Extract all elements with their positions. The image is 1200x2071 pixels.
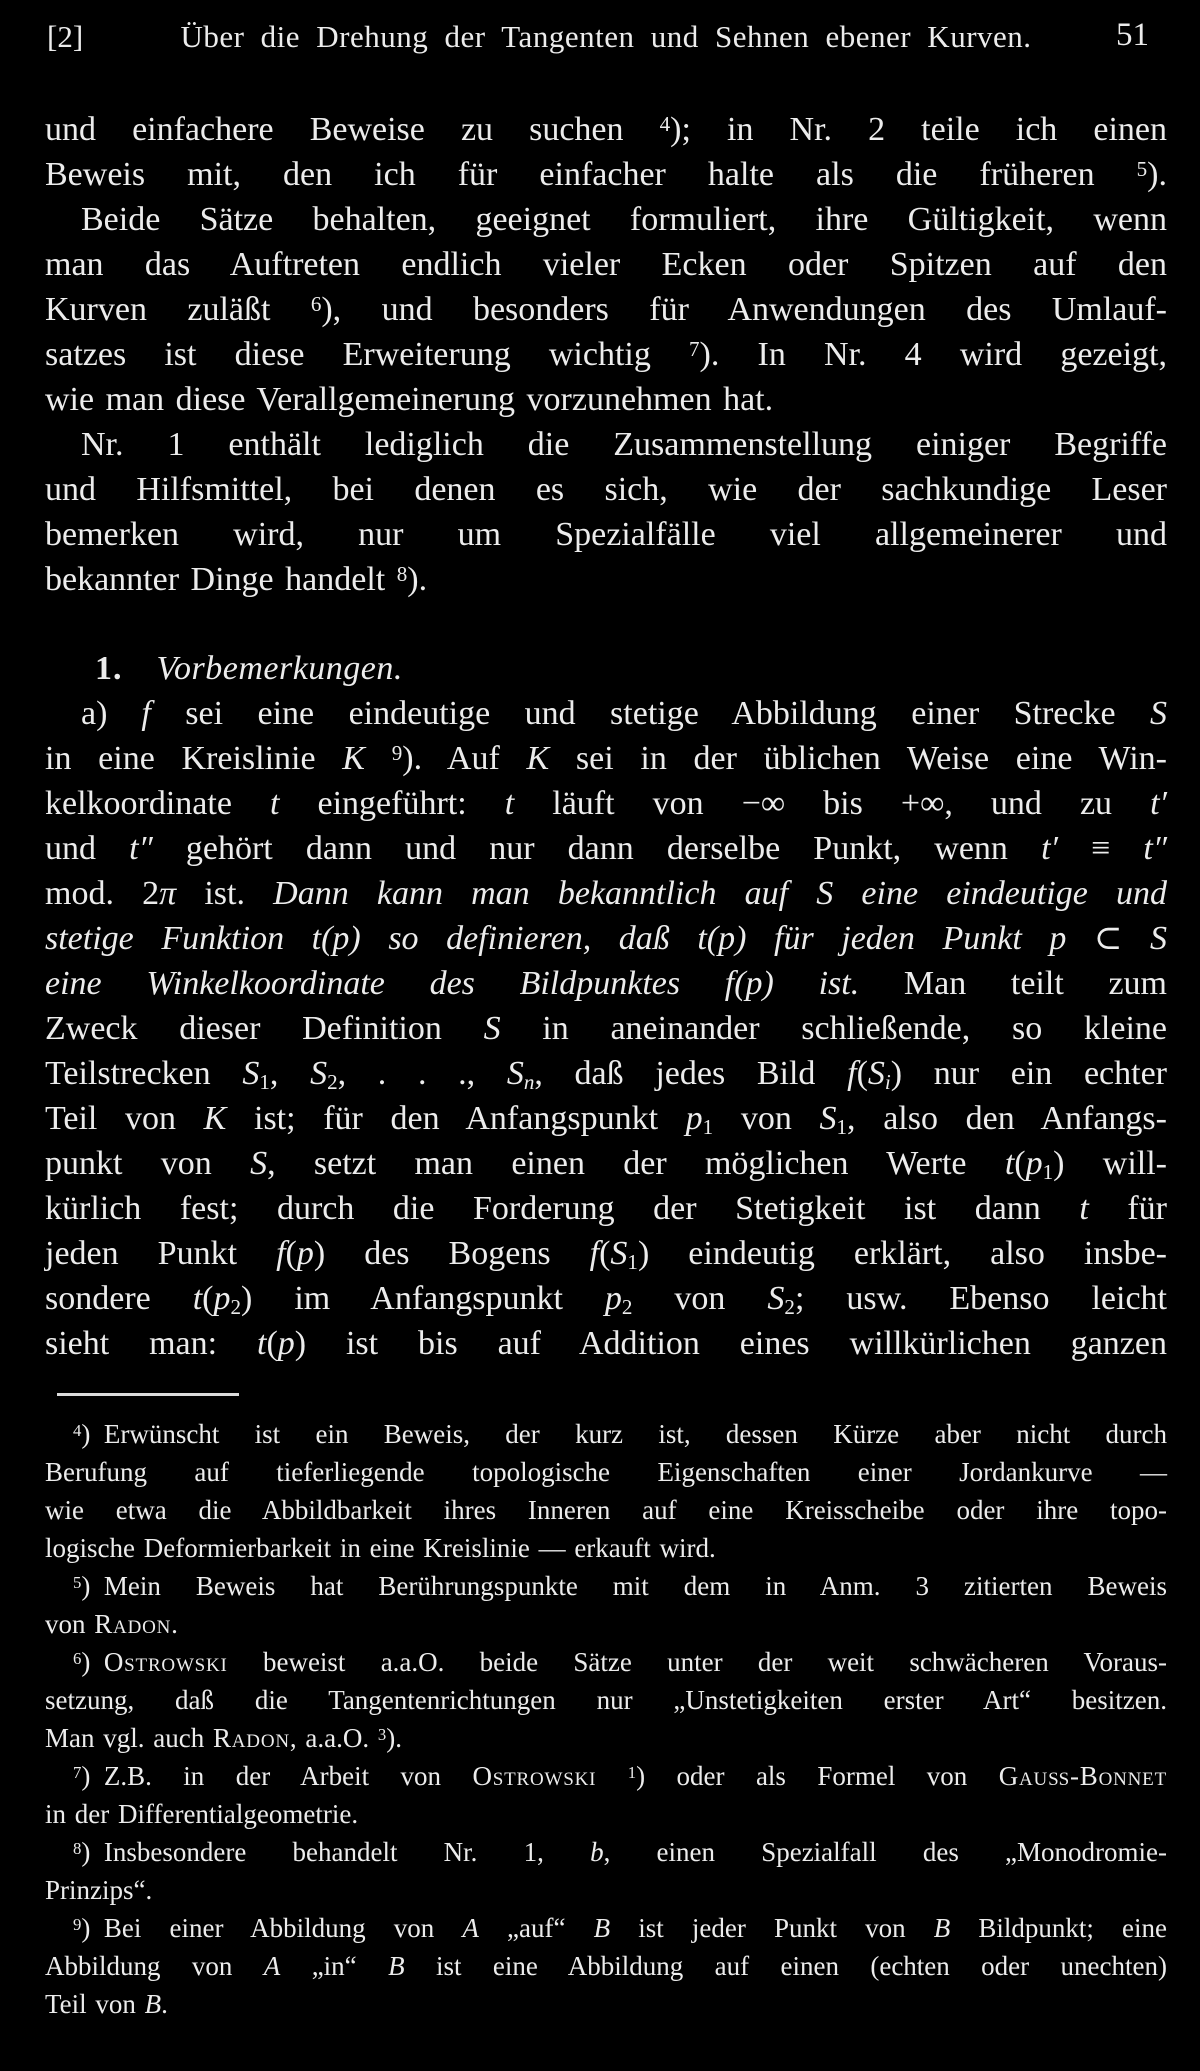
body-text-line: kürlich fest; durch die Forderung der Stetigkeit ist dann t für <box>45 1190 1167 1227</box>
body-text-line: Beweis mit, den ich für einfacher halte als die früheren $^5$). <box>45 156 1167 193</box>
body-text-line: und einfachere Beweise zu suchen $^4$); in Nr. 2 teile ich einen <box>45 111 1167 148</box>
footnote-line: $^6$) Ostrowski beweist a.a.O. beide Sätze unter der weit schwächeren Voraus- <box>73 1647 1167 1677</box>
footnote-line: logische Deformierbarkeit in eine Kreislinie — erkauft wird. <box>45 1533 716 1563</box>
body-text-line: jeden Punkt f(p) des Bogens f(S1) eindeutig erklärt, also insbe- <box>45 1235 1168 1275</box>
page-header <box>45 15 1167 59</box>
footnote-line: $^5$) Mein Beweis hat Berührungspunkte mit dem in Anm. 3 zitierten Beweis <box>73 1571 1167 1601</box>
footnote-line: $^8$) Insbesondere behandelt Nr. 1, b, einen Spezialfall des „Monodromie- <box>73 1837 1167 1867</box>
body-text-line: wie man diese Verallgemeinerung vorzunehmen hat. <box>45 381 774 418</box>
footnote-line: in der Differentialgeometrie. <box>45 1799 359 1829</box>
section-title: Vorbemerkungen. <box>156 650 403 687</box>
body-text-line: und t″ gehört dann und nur dann derselbe Punkt, wenn t′ ≡ t″ <box>45 830 1167 867</box>
footnote-separator <box>57 1393 239 1396</box>
body-text-line: stetige Funktion t(p) so definieren, daß t(p) für jeden Punkt p ⊂ S <box>45 920 1167 957</box>
footnote-line: Prinzips“. <box>45 1875 153 1905</box>
header-page-number: 51 <box>1116 17 1149 53</box>
body-text-line: Zweck dieser Definition S in aneinander schließende, so kleine <box>45 1010 1168 1047</box>
footnote-line: von Radon. <box>45 1609 178 1639</box>
section-paragraphs <box>45 691 1167 1366</box>
body-text-line: man das Auftreten endlich vieler Ecken oder Spitzen auf den <box>45 246 1167 283</box>
body-text <box>45 107 1167 1366</box>
footnote-line: Man vgl. auch Radon, a.a.O. $^3$). <box>45 1723 402 1753</box>
section-number: 1. <box>95 650 123 687</box>
footnote-line: Teil von B. <box>45 1989 168 2019</box>
body-text-line: in eine Kreislinie K $^9$). Auf K sei in der üblichen Weise eine Win- <box>45 740 1168 777</box>
footnote-line: $^9$) Bei einer Abbildung von A „auf“ B ist jeder Punkt von B Bildpunkt; eine <box>73 1913 1167 1943</box>
body-text-line: a) f sei eine eindeutige und stetige Abbildung einer Strecke S <box>81 695 1167 732</box>
footnote-line: Berufung auf tieferliegende topologische Eigenschaften einer Jordankurve — <box>45 1457 1167 1487</box>
body-text-line: sieht man: t(p) ist bis auf Addition eines willkürlichen ganzen <box>45 1325 1167 1362</box>
footnote-line: $^4$) Erwünscht ist ein Beweis, der kurz ist, dessen Kürze aber nicht durch <box>73 1419 1167 1449</box>
header-running-title: Über die Drehung der Tangenten und Sehnen ebener Kurven. <box>180 19 1032 54</box>
body-text-line: bemerken wird, nur um Spezialfälle viel allgemeinerer und <box>45 516 1167 553</box>
header-reference-number: [2] <box>47 19 84 54</box>
intro-paragraphs <box>45 107 1167 602</box>
section-heading <box>45 646 1167 691</box>
body-text-line: punkt von S, setzt man einen der möglichen Werte t(p1) will- <box>45 1145 1167 1185</box>
footnotes <box>45 1415 1167 2023</box>
body-text-line: Teilstrecken S1, S2, . . ., Sn, daß jedes Bild f(Si) nur ein echter <box>45 1055 1168 1095</box>
body-text-line: mod. 2π ist. Dann kann man bekanntlich auf S eine eindeutige und <box>45 875 1167 912</box>
footnote-line: $^7$) Z.B. in der Arbeit von Ostrowski $^1$) oder als Formel von Gauß-Bonnet <box>73 1761 1167 1791</box>
body-text-line: satzes ist diese Erweiterung wichtig $^7$). In Nr. 4 wird gezeigt, <box>45 336 1167 373</box>
footnote-line: wie etwa die Abbildbarkeit ihres Inneren auf eine Kreisscheibe oder ihre topo- <box>45 1495 1167 1525</box>
body-text-line: eine Winkelkoordinate des Bildpunktes f(p) ist. Man teilt zum <box>45 965 1167 1002</box>
body-text-line: und Hilfsmittel, bei denen es sich, wie der sachkundige Leser <box>45 471 1167 508</box>
body-text-line: sondere t(p2) im Anfangspunkt p2 von S2; usw. Ebenso leicht <box>45 1280 1167 1320</box>
body-text-line: Nr. 1 enthält lediglich die Zusammenstellung einiger Begriffe <box>81 426 1167 463</box>
page-content <box>45 0 1167 2023</box>
body-text-line: Beide Sätze behalten, geeignet formuliert, ihre Gültigkeit, wenn <box>81 201 1167 238</box>
footnote-line: setzung, daß die Tangentenrichtungen nur „Unstetigkeiten erster Art“ besitzen. <box>45 1685 1167 1715</box>
body-text-line: bekannter Dinge handelt $^8$). <box>45 561 428 598</box>
body-text-line: kelkoordinate t eingeführt: t läuft von −∞ bis +∞, und zu t′ <box>45 785 1167 822</box>
footnote-line: Abbildung von A „in“ B ist eine Abbildung auf einen (echten oder unechten) <box>45 1951 1167 1981</box>
body-text-line: Kurven zuläßt $^6$), und besonders für Anwendungen des Umlauf- <box>45 291 1167 328</box>
body-text-line: Teil von K ist; für den Anfangspunkt p1 von S1, also den Anfangs- <box>45 1100 1167 1140</box>
